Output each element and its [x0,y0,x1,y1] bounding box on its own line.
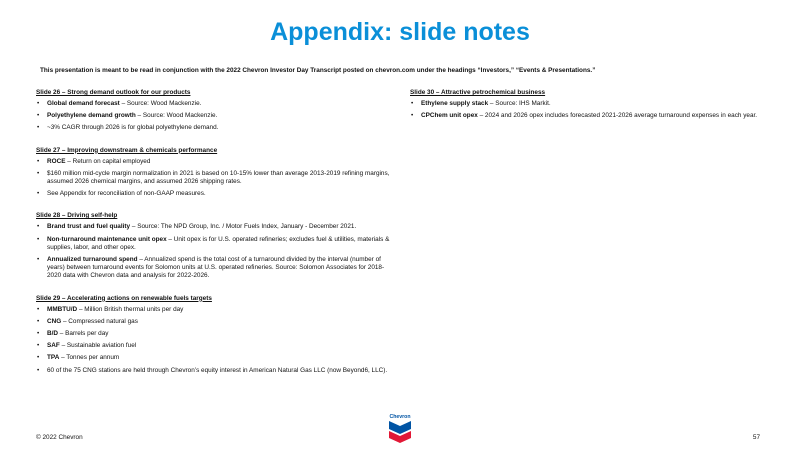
bullet-icon: • [37,317,40,325]
bullet-icon: • [37,112,40,120]
bullet-icon: • [37,354,40,362]
bullet-icon: • [37,169,40,177]
bullet-text: – Source: Wood Mackenzie. [135,112,218,120]
section-heading: Slide 26 – Strong demand outlook for our products [36,89,191,96]
bullet-text: See Appendix for reconciliation of non-GAAP measures. [47,190,206,198]
bullet-icon: • [37,223,40,231]
bullet-term: Polyethylene demand growth [47,112,136,120]
bullet-icon: • [37,256,40,264]
bullet-icon: • [411,100,414,107]
bullet-icon: • [37,235,40,243]
notes-section [36,295,396,375]
bullet-item [36,112,396,120]
bullet-text: – Tonnes per annum [59,354,120,362]
bullet-term: Annualized turnaround spend [47,256,138,264]
bullet-text: 60 of the 75 CNG stations are held through Chevron’s equity interest in American Natural Gas LLC (now Beyond6, LLC). [47,366,388,374]
bullet-text: – 2024 and 2026 opex includes forecasted 2021-2026 average turnaround expenses in each year. [477,112,758,120]
notes-section [410,89,770,120]
logo-wordmark: Chevron [389,414,411,420]
bullet-text: – Compressed natural gas [61,317,138,325]
bullet-term: CPChem unit opex [421,112,478,120]
bullet-text: $160 million mid-cycle margin normalization in 2021 is based on 10-15% lower than average 2013-2019 refining margins, assumed 2026 chemical margins, and assumed 2026 shipping rates. [47,169,390,186]
bullet-item [410,100,770,108]
bullet-text: – Million British thermal units per day [77,305,184,313]
left-column [36,89,396,389]
notes-section [36,147,396,199]
bullet-item [36,354,396,362]
bullet-item [36,223,396,231]
bullet-icon: • [37,124,40,132]
bullet-icon: • [37,190,40,198]
notes-section [36,212,396,280]
bullet-term: SAF [47,342,60,350]
intro-note: This presentation is meant to be read in conjunction with the 2022 Chevron Investor Day Transcript posted on chevron.com under the headings “Investors,” “Events & Presentations.” [40,67,596,74]
bullet-term: CNG [47,317,62,325]
bullet-term: TPA [47,354,60,362]
chevron-logo [385,412,415,446]
bullet-icon: • [37,366,40,374]
section-heading: Slide 28 – Driving self-help [36,212,118,220]
bullet-term: Global demand forecast [47,100,120,107]
right-column [410,89,770,134]
bullet-icon: • [37,100,40,107]
bullet-text: – Return on capital employed [65,157,151,165]
bullet-text: – Barrels per day [58,330,109,338]
bullet-text: – Annualized spend is the total cost of a turnaround divided by the interval (number of years) between turnaround events for Solomon units at U.S. operated refineries. Source: Solomon Associates for 2018-2020 data with Chevron data and analysis for 2022-2026. [47,256,385,280]
bullet-item [36,256,396,281]
bullet-icon: • [37,157,40,165]
bullet-icon: • [37,342,40,350]
bullet-item [36,318,396,326]
bullet-item [36,367,396,375]
bullet-text: ~3% CAGR through 2026 is for global polyethylene demand. [47,124,219,132]
bullet-item [36,306,396,314]
bullet-icon: • [411,112,414,120]
logo-chevron-blue [389,421,411,434]
bullet-text: – Source: Wood Mackenzie. [119,100,202,107]
bullet-term: Brand trust and fuel quality [47,223,131,231]
bullet-icon: • [37,330,40,338]
page-title: Appendix: slide notes [270,18,530,46]
bullet-term: B/D [47,330,59,338]
bullet-item [36,330,396,338]
bullet-item [36,124,396,132]
bullet-term: Non-turnaround maintenance unit opex [47,235,167,243]
page-number: 57 [752,434,760,441]
bullet-text: – Unit opex is for U.S. operated refineries; excludes fuel & utilities, materials & supplies, labor, and other opex. [47,235,390,251]
bullet-term: Ethylene supply stack [421,100,489,107]
bullet-item [36,342,396,350]
notes-section [36,89,396,133]
bullet-item [36,158,396,166]
section-heading: Slide 30 – Attractive petrochemical business [410,89,546,96]
bullet-text: – Source: IHS Markit. [488,100,551,107]
bullet-item [36,170,396,186]
bullet-text: – Sustainable aviation fuel [59,342,137,350]
bullet-item [36,100,396,108]
bullet-term: ROCE [47,157,66,165]
section-heading: Slide 29 – Accelerating actions on renewable fuels targets [36,294,212,302]
bullet-term: MMBTU/D [47,305,78,313]
bullet-item [36,190,396,198]
section-heading: Slide 27 – Improving downstream & chemicals performance [36,146,218,154]
bullet-icon: • [37,305,40,313]
bullet-item [410,112,770,120]
copyright: © 2022 Chevron [36,434,83,441]
bullet-item [36,236,396,252]
bullet-text: – Source: The NPD Group, Inc. / Motor Fuels Index, January - December 2021. [130,223,357,231]
